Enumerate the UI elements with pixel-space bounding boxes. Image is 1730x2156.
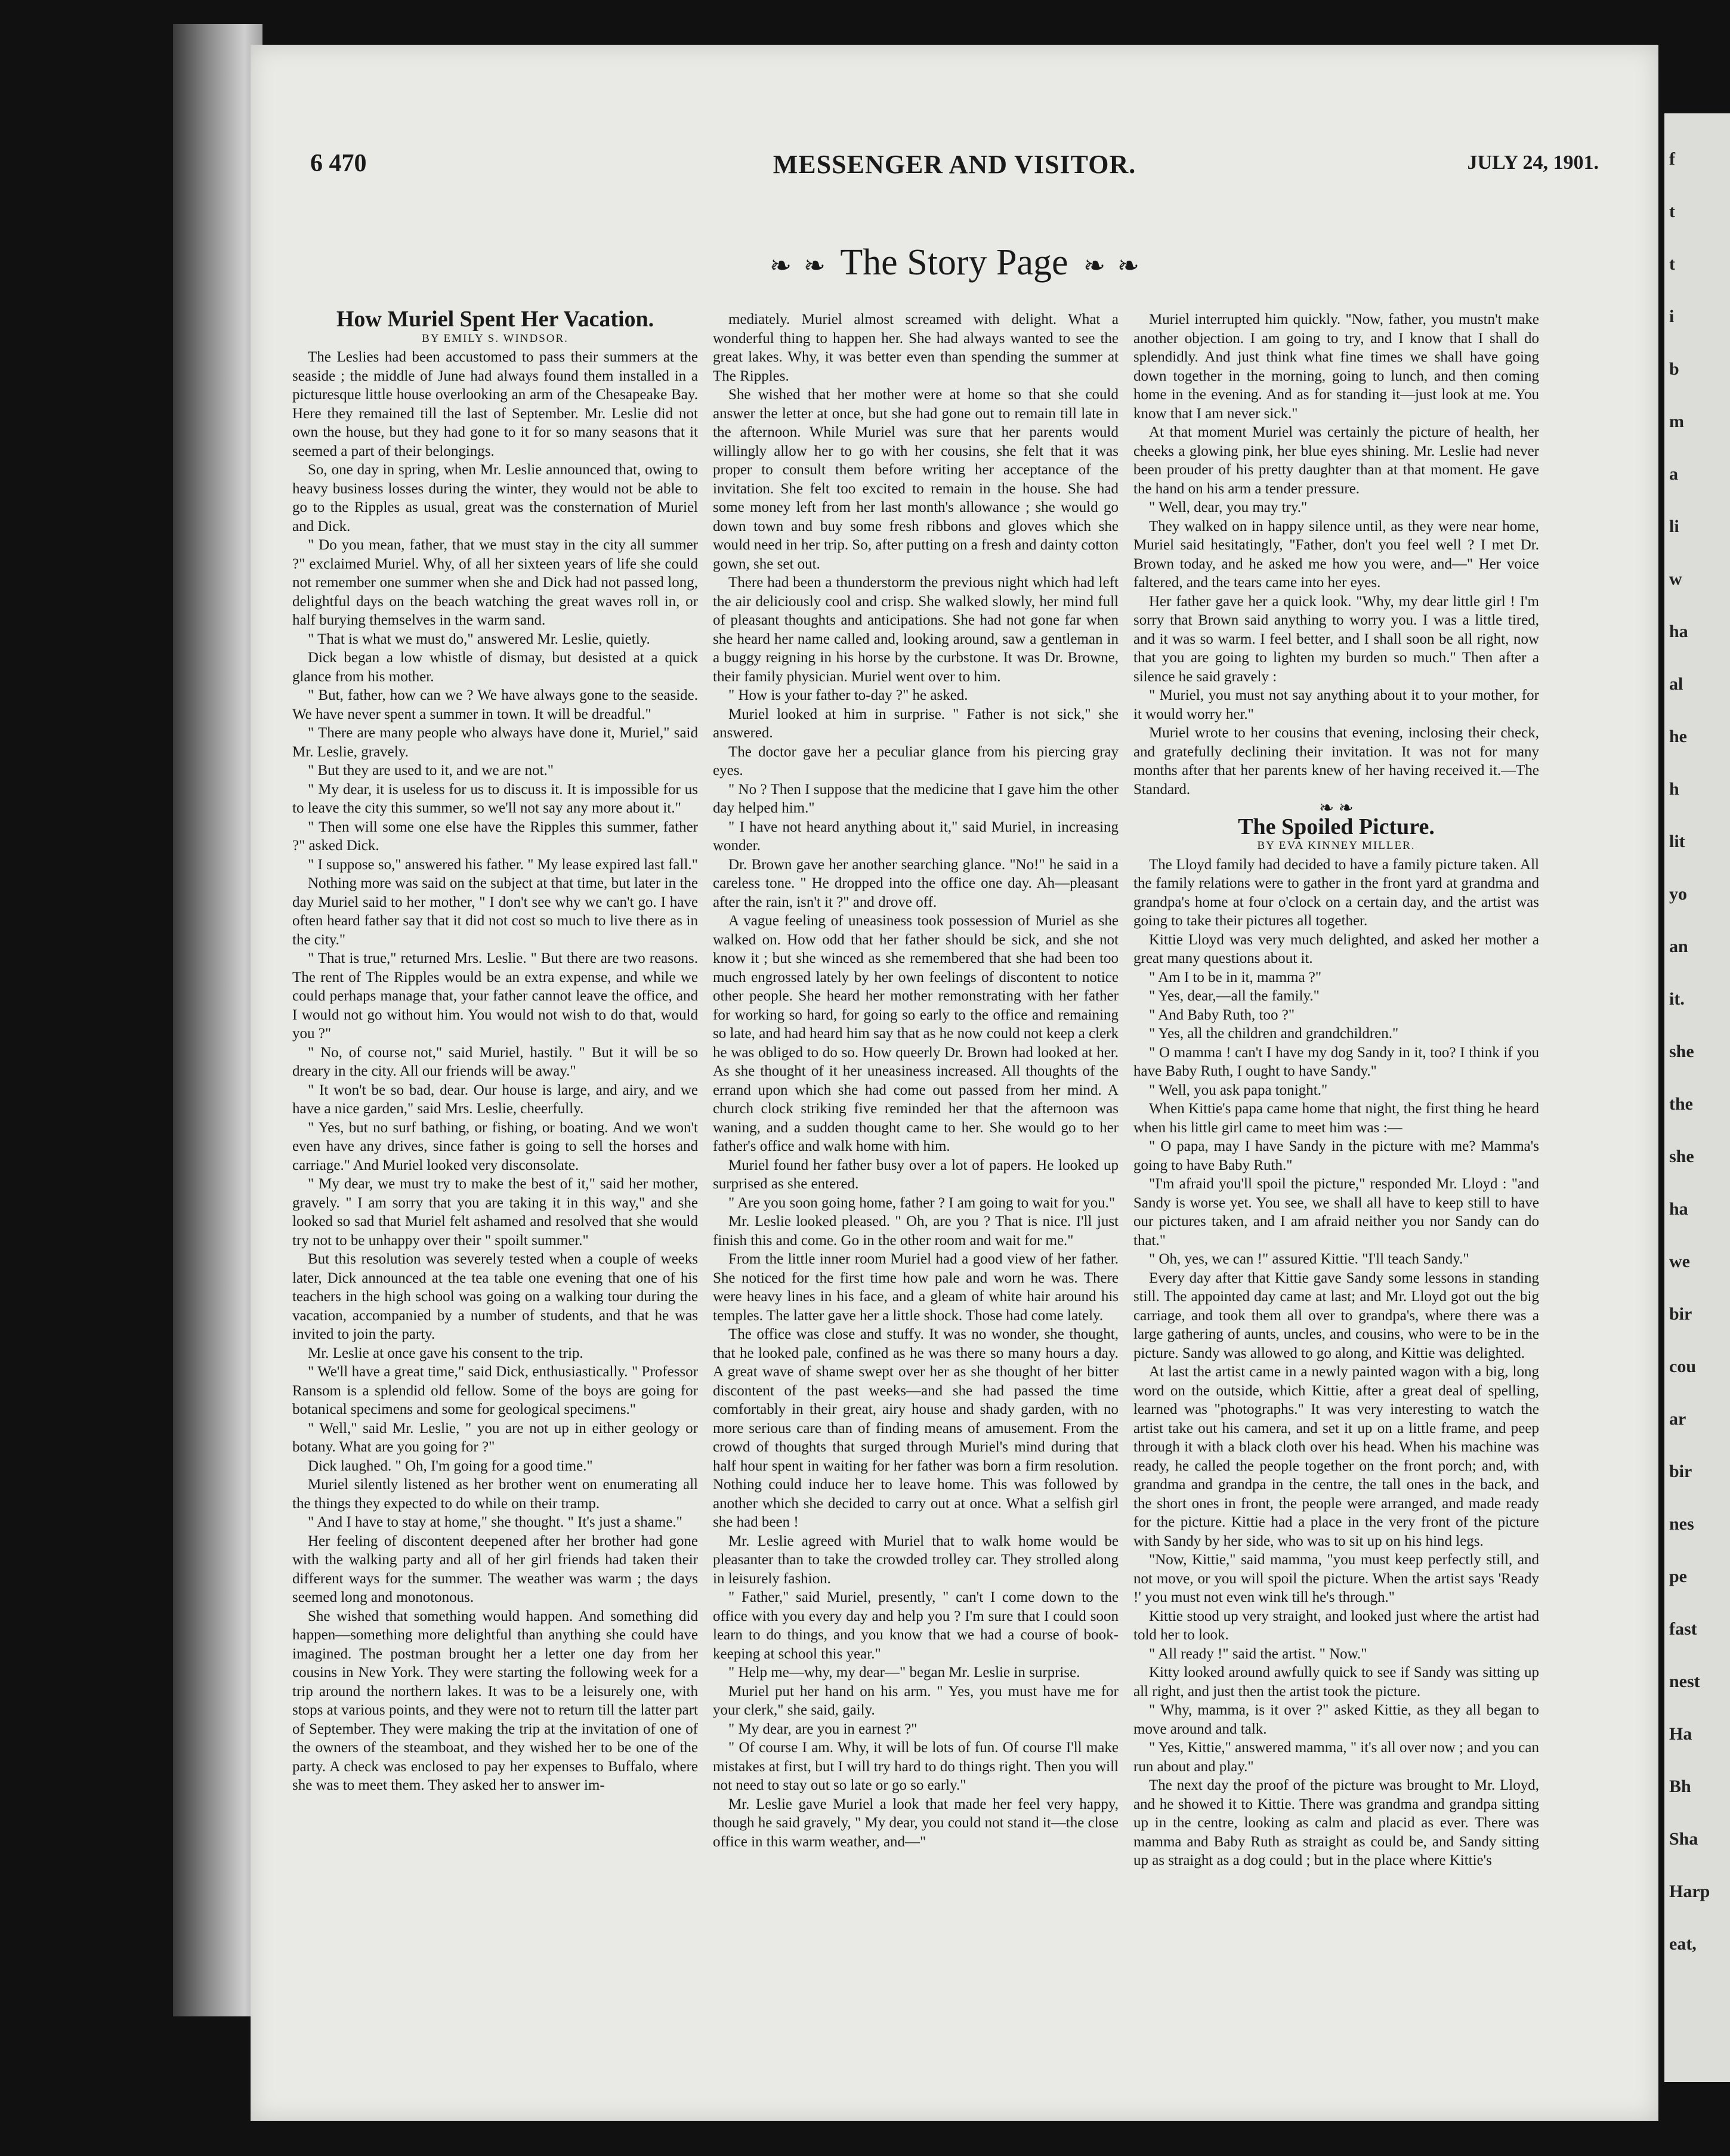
paragraph: At last the artist came in a newly painted wagon with a big, long word on the outside, which Kittie, after a great deal of spelling, learned was "photographs." It was very interesting to watch the artist take out his camera, and set it up on a little frame, and peep through it with a black cloth over his head. When his machine was ready, he called the people together on the front porch; and, with grandma and grandpa in the centre, the tall ones in the back, and the short ones in front, the people were arranged, and made ready for the picture. Kittie had a place in the very front of the picture with Sandy by her side, who was to sit up on his hind legs. [1133, 1364, 1539, 1549]
story-byline: BY EMILY S. WINDSOR. [422, 332, 569, 345]
adjacent-page-fragment: al [1669, 674, 1683, 694]
adjacent-page-fragment: she [1669, 1042, 1694, 1061]
paragraph: Mr. Leslie looked pleased. " Oh, are you ? That is nice. I'll just finish this and come. Go in the other room and wait for me." [713, 1213, 1119, 1249]
page-header [310, 149, 1599, 185]
paragraph: mediately. Muriel almost screamed with delight. What a wonderful thing to happen her. She had always wanted to see the great lakes. Why, it was better even than spending the summer at The Ripples. [713, 311, 1119, 384]
paragraph: Muriel found her father busy over a lot of papers. He looked up surprised as she entered. [713, 1157, 1119, 1192]
paragraph: " Yes, Kittie," answered mamma, " it's all over now ; and you can run about and play." [1133, 1740, 1539, 1775]
paragraph: " I have not heard anything about it," said Muriel, in increasing wonder. [713, 818, 1119, 854]
adjacent-page-fragment: ar [1669, 1409, 1686, 1429]
adjacent-page-fragment: yo [1669, 884, 1687, 904]
paragraph: When Kittie's papa came home that night, the first thing he heard when his little girl came to meet him was :— [1133, 1101, 1539, 1136]
story-byline: BY EVA KINNEY MILLER. [1257, 839, 1416, 852]
issue-date: JULY 24, 1901. [1467, 152, 1599, 174]
adjacent-page-fragment: ha [1669, 622, 1688, 641]
paragraph: The Lloyd family had decided to have a family picture taken. All the family relations were to gather in the front yard at grandma and grandpa's home at four o'clock on a certain day, and the artist was going to take their pictures all together. [1133, 856, 1539, 929]
paragraph: Every day after that Kittie gave Sandy some lessons in standing still. The appointed day came at last; and Mr. Lloyd got out the big carriage, and took them all over to grandpa's, where there was a large gathering of aunts, uncles, and cousins, who were to be in the picture. Sandy was allowed to go along, and Kittie was delighted. [1133, 1269, 1539, 1361]
page-number: 6 470 [310, 150, 367, 177]
paragraph: " How is your father to-day ?" he asked. [728, 687, 968, 703]
adjacent-page-fragment: ha [1669, 1199, 1688, 1219]
adjacent-page-fragment: an [1669, 937, 1688, 956]
adjacent-page-fragment: b [1669, 359, 1679, 379]
adjacent-page-fragment: lit [1669, 832, 1685, 851]
paragraph: Muriel put her hand on his arm. " Yes, you must have me for your clerk," she said, gaily. [713, 1683, 1119, 1718]
paragraph: There had been a thunderstorm the previous night which had left the air deliciously cool and crisp. She walked slowly, her mind full of pleasant thoughts and anticipations. She had not gone far when she heard her name called and, looking around, saw a gentleman in a buggy reigning in his horse by the curbstone. It was Dr. Browne, their family physician. Muriel went over to him. [713, 574, 1119, 685]
paragraph: At that moment Muriel was certainly the picture of health, her cheeks a glowing pink, her blue eyes shining. Mr. Leslie had never been prouder of his pretty daughter than at that moment. He gave the hand on his arm a tender pressure. [1133, 424, 1539, 497]
paragraph: " Yes, dear,—all the family." [1149, 988, 1320, 1004]
paragraph: They walked on in happy silence until, as they were near home, Muriel said hesitatingly, "Father, don't you feel well ? I met Dr. Brown today, and he asked me how you were, and—" Her voice faltered, and the tears came into her eyes. [1133, 518, 1539, 591]
adjacent-page-fragment: h [1669, 779, 1679, 799]
paragraph: " Muriel, you must not say anything about it to your mother, for it would worry her." [1133, 687, 1539, 722]
paragraph: Muriel looked at him in surprise. " Father is not sick," she answered. [713, 706, 1119, 741]
section-heading [251, 242, 1658, 284]
paragraph: From the little inner room Muriel had a good view of her father. She noticed for the first time how pale and worn he was. There were heavy lines in his face, and a gleam of white hair around his temples. The latter gave her a little shock. Those had come lately. [713, 1251, 1119, 1324]
fleuron-icon: ❧ [1083, 251, 1105, 281]
paragraph: " It won't be so bad, dear. Our house is large, and airy, and we have a nice garden," said Mrs. Leslie, cheerfully. [292, 1082, 698, 1117]
paragraph: The doctor gave her a peculiar glance from his piercing gray eyes. [713, 743, 1119, 779]
adjacent-page-fragment: it. [1669, 989, 1685, 1009]
adjacent-page-fragment: pe [1669, 1567, 1687, 1586]
paragraph: Muriel interrupted him quickly. "Now, father, you mustn't make another objection. I am going to try, and I know that I shall do splendidly. And just think what fine times we shall have going down together in the morning, going to lunch, and then coming home in the evening. And as for standing it—just look at me. You know that I am never sick." [1133, 311, 1539, 422]
publication-title: MESSENGER AND VISITOR. [773, 150, 1136, 179]
adjacent-page-fragment: fast [1669, 1619, 1697, 1639]
paragraph: " Help me—why, my dear—" began Mr. Leslie in surprise. [728, 1664, 1080, 1681]
paragraph: " Well, dear, you may try." [1149, 499, 1308, 515]
paragraph: " No, of course not," said Muriel, hastily. " But it will be so dreary in the city. All our friends will be away." [292, 1044, 698, 1079]
paragraph: Her feeling of discontent deepened after her brother had gone with the walking party and all of her girl friends had taken their different ways for the summer. The weather was warm ; the days seemed long and monotonous. [292, 1533, 698, 1605]
adjacent-page-fragment: Bh [1669, 1777, 1691, 1796]
paragraph: The office was close and stuffy. It was no wonder, she thought, that he looked pale, confined as he was there so many hours a day. A great wave of shame swept over her as she thought of her bitter discontent of the past weeks—and she had passed the time comfortably in their great, airy house and shady garden, with no more serious care than of finding means of amusement. From the crowd of thoughts that surged through Muriel's mind during that half hour spent in waiting for her father was born a firm resolution. Nothing could induce her to leave home. This was followed by another which she decided to carry out at once. What a selfish girl she had been ! [713, 1326, 1119, 1530]
paragraph: " O papa, may I have Sandy in the picture with me? Mamma's going to have Baby Ruth." [1133, 1138, 1539, 1173]
column-1 [292, 307, 698, 1795]
paragraph: Nothing more was said on the subject at that time, but later in the day Muriel said to her mother, " I don't see why we can't go. I have often heard father say that it did not cost so much to live there as in the city." [292, 875, 698, 948]
paragraph: " There are many people who always have done it, Muriel," said Mr. Leslie, gravely. [292, 725, 698, 760]
adjacent-page-fragment: bir [1669, 1462, 1692, 1481]
adjacent-page-fragment: nest [1669, 1672, 1700, 1691]
paragraph: " My dear, we must try to make the best of it," said her mother, gravely. " I am sorry that you are taking it in this way," and she looked so sad that Muriel felt ashamed and resolved that she would try not to be unhappy over their " spoilt summer." [292, 1176, 698, 1249]
paragraph: " But they are used to it, and we are not." [308, 762, 554, 779]
paragraph: " My dear, are you in earnest ?" [728, 1721, 917, 1737]
paragraph: Kittie Lloyd was very much delighted, and asked her mother a great many questions about it. [1133, 931, 1539, 966]
column-2 [713, 310, 1119, 1851]
adjacent-page-edge [1664, 113, 1730, 2082]
paragraph: " No ? Then I suppose that the medicine that I gave him the other day helped him." [713, 781, 1119, 816]
fleuron-icon: ❧ [770, 251, 792, 281]
paragraph: " O mamma ! can't I have my dog Sandy in it, too? I think if you have Baby Ruth, I ought to have Sandy." [1133, 1044, 1539, 1079]
paragraph: " Am I to be in it, mamma ?" [1149, 969, 1322, 986]
paragraph: " And I have to stay at home," she thought. " It's just a shame." [308, 1514, 682, 1530]
adjacent-page-fragment: li [1669, 517, 1679, 536]
paragraph: " Are you soon going home, father ? I am going to wait for you." [728, 1194, 1116, 1211]
section-break-ornament: ❧ ❧ [1319, 798, 1354, 818]
paragraph: " And Baby Ruth, too ?" [1149, 1006, 1295, 1023]
paragraph: " We'll have a great time," said Dick, enthusiastically. " Professor Ransom is a splendid old fellow. Some of the boys are going for botanical specimens and some for geological specimens." [292, 1364, 698, 1417]
book-binding [173, 24, 262, 2016]
adjacent-page-fragment: she [1669, 1147, 1694, 1166]
adjacent-page-fragment: eat, [1669, 1934, 1697, 1954]
paragraph: Mr. Leslie agreed with Muriel that to walk home would be pleasanter than to take the crowded trolley car. They strolled along in leisurely fashion. [713, 1533, 1119, 1587]
paragraph: "I'm afraid you'll spoil the picture," responded Mr. Lloyd : "and Sandy is worse yet. You see, we shall all have to keep still to have our pictures taken, and I am afraid neither you nor Sandy can do that." [1133, 1176, 1539, 1249]
story-title: The Spoiled Picture. [1238, 814, 1435, 839]
paragraph: " That is true," returned Mrs. Leslie. " But there are two reasons. The rent of The Ripples would be an extra expense, and while we could perhaps manage that, your father cannot leave the office, and I would not go without him. You would not wish to do that, would you ?" [292, 950, 698, 1042]
paragraph: Kitty looked around awfully quick to see if Sandy was sitting up all right, and just then the artist took the picture. [1133, 1664, 1539, 1700]
paragraph: " My dear, it is useless for us to discuss it. It is impossible for us to leave the city this summer, so we'll not say any more about it." [292, 781, 698, 816]
paragraph: " Then will some one else have the Ripples this summer, father ?" asked Dick. [292, 818, 698, 854]
paragraph: The next day the proof of the picture was brought to Mr. Lloyd, and he showed it to Kittie. There was grandma and grandpa sitting up in the centre, looking as calm and placid as ever. There was mamma and Baby Ruth as straight as could be, and Sandy sitting up as straight as a dog could ; but in the place where Kittie's [1133, 1777, 1539, 1868]
paragraph: The Leslies had been accustomed to pass their summers at the seaside ; the middle of June had always found them installed in a picturesque little house overlooking an arm of the Chesapeake Bay. Here they remained till the last of September. Mr. Leslie did not own the house, but they had gone to it for so many seasons that it seemed a part of their belongings. [292, 349, 698, 459]
paragraph: Dr. Brown gave her another searching glance. "No!" he said in a careless tone. " He dropped into the office one day. Ah—pleasant after the rain, isn't it ?" and drove off. [713, 856, 1119, 910]
adjacent-page-fragment: Sha [1669, 1829, 1698, 1849]
paragraph: Her father gave her a quick look. "Why, my dear little girl ! I'm sorry that Brown said anything to worry you. I was a little tired, and it was so warm. I feel better, and I shall soon be all right, now that you are going to lighten my burden so much." Then after a silence he said gravely : [1133, 593, 1539, 685]
adjacent-page-fragment: t [1669, 202, 1675, 221]
fleuron-icon: ❧ [804, 251, 826, 281]
adjacent-page-fragment: m [1669, 412, 1684, 431]
adjacent-page-fragment: cou [1669, 1357, 1696, 1376]
paragraph: " But, father, how can we ? We have always gone to the seaside. We have never spent a summer in town. It will be dreadful." [292, 687, 698, 722]
adjacent-page-fragment: t [1669, 254, 1675, 274]
paragraph: Muriel silently listened as her brother went on enumerating all the things they expected to do while on their tramp. [292, 1477, 698, 1512]
paragraph: Mr. Leslie gave Muriel a look that made her feel very happy, though he said gravely, " My dear, you could not stand it—the close office in this warm weather, and—" [713, 1796, 1119, 1850]
paragraph: So, one day in spring, when Mr. Leslie announced that, owing to heavy business losses during the winter, they would not be able to go to the Ripples as usual, great was the consternation of Muriel and Dick. [292, 462, 698, 535]
adjacent-page-fragment: Ha [1669, 1724, 1692, 1744]
paragraph: " I suppose so," answered his father. " My lease expired last fall." [308, 856, 698, 873]
paragraph: Dick began a low whistle of dismay, but desisted at a quick glance from his mother. [292, 650, 698, 685]
column-3 [1133, 310, 1539, 1870]
paragraph: " Father," said Muriel, presently, " can't I come down to the office with you every day and help you ? I'm sure that I could soon learn to do things, and you know that we had a course of book-keeping at school this year." [713, 1589, 1119, 1662]
adjacent-page-fragment: the [1669, 1094, 1693, 1114]
paragraph: " Of course I am. Why, it will be lots of fun. Of course I'll make mistakes at first, but I will try hard to do things right. Then you will not need to stay out so late or go so early." [713, 1740, 1119, 1793]
fleuron-icon: ❧ [1117, 251, 1139, 281]
paragraph: " Why, mamma, is it over ?" asked Kittie, as they all began to move around and talk. [1133, 1702, 1539, 1737]
paragraph: " Well," said Mr. Leslie, " you are not up in either geology or botany. What are you going for ?" [292, 1420, 698, 1455]
section-title: The Story Page [840, 242, 1068, 283]
adjacent-page-fragment: a [1669, 464, 1678, 484]
paragraph: A vague feeling of uneasiness took possession of Muriel as she walked on. How odd that her father should be sick, and she not know it ; but she winced as she remembered that she had been too much engrossed lately by her own feelings of discontent to notice other people. She heard her mother remonstrating with her father for working so hard, for going so early to the office and remaining so late, and had heard him say that as he now could not keep a clerk he was obliged to do so. How queerly Dr. Brown had looked at her. As she thought of it her uneasiness increased. All thoughts of the errand upon which she had come out passed from her mind. A church clock striking five reminded her that the afternoon was waning, and a sudden thought came to her. She would go to her father's office and walk home with him. [713, 913, 1119, 1154]
adjacent-page-fragment: Harp [1669, 1882, 1710, 1901]
adjacent-page-fragment: he [1669, 727, 1687, 746]
paragraph: " Oh, yes, we can !" assured Kittie. "I'll teach Sandy." [1149, 1251, 1469, 1267]
paragraph: "Now, Kittie," said mamma, "you must keep perfectly still, and not move, or you will spoil the picture. When the artist says 'Ready !' you must not even wink till he's through." [1133, 1552, 1539, 1605]
paragraph: " Do you mean, father, that we must stay in the city all summer ?" exclaimed Muriel. Why, of all her sixteen years of life she could not remember one summer when she and Dick had not passed long, delightful days on the beach watching the great waves roll in, or half burying themselves in the warm sand. [292, 537, 698, 628]
paragraph: " All ready !" said the artist. " Now." [1149, 1645, 1367, 1662]
adjacent-page-fragment: we [1669, 1252, 1690, 1271]
paragraph: But this resolution was severely tested when a couple of weeks later, Dick announced at the tea table one evening that one of his teachers in the high school was going on a walking tour during the vacation, accompanied by a number of students, and that he was invited to join the party. [292, 1251, 698, 1342]
paragraph: " Yes, but no surf bathing, or fishing, or boating. And we won't even have any drives, since father is going to sell the horses and carriage." And Muriel looked very disconsolate. [292, 1119, 698, 1173]
paragraph: Mr. Leslie at once gave his consent to the trip. [308, 1345, 583, 1361]
newspaper-page [251, 45, 1658, 2121]
paragraph: Dick laughed. " Oh, I'm going for a good time." [308, 1457, 593, 1474]
paragraph: " Yes, all the children and grandchildren." [1149, 1026, 1399, 1042]
paragraph: Muriel wrote to her cousins that evening, inclosing their check, and gratefully declining their invitation. It was not for many months after that her parents knew of her having received it.—The Standard. [1133, 725, 1539, 798]
paragraph: " Well, you ask papa tonight." [1149, 1082, 1328, 1098]
story-title: How Muriel Spent Her Vacation. [336, 307, 654, 332]
paragraph: She wished that her mother were at home so that she could answer the letter at once, but she had gone out to remain till late in the afternoon. While Muriel was sure that her parents would willingly allow her to go with her cousins, she felt that it was proper to consult them before writing her acceptance of the invitation. She felt too excited to remain in the house. She had some money left from her last month's allowance ; she would go down town and buy some fresh ribbons and gloves which she would need in her trip. So, after putting on a fresh and dainty cotton gown, she set out. [713, 387, 1119, 572]
adjacent-page-fragment: i [1669, 307, 1675, 326]
paragraph: Kittie stood up very straight, and looked just where the artist had told her to look. [1133, 1608, 1539, 1643]
adjacent-page-fragment: bir [1669, 1304, 1692, 1324]
paragraph: She wished that something would happen. And something did happen—something more delightful than anything she could have imagined. The postman brought her a letter one day from her cousins in New York. They were starting the following week for a trip around the northern lakes. It was to be a leisurely one, with stops at various points, and they were not to return till the latter part of September. They were making the trip at the invitation of one of the owners of the steamboat, and they wished her to be one of the party. A check was enclosed to pay her expenses to Buffalo, where she was to meet them. They asked her to answer im- [292, 1608, 698, 1793]
adjacent-page-fragment: w [1669, 569, 1682, 589]
adjacent-page-fragment: f [1669, 149, 1675, 169]
adjacent-page-fragment: nes [1669, 1514, 1694, 1534]
paragraph: " That is what we must do," answered Mr. Leslie, quietly. [308, 631, 650, 647]
